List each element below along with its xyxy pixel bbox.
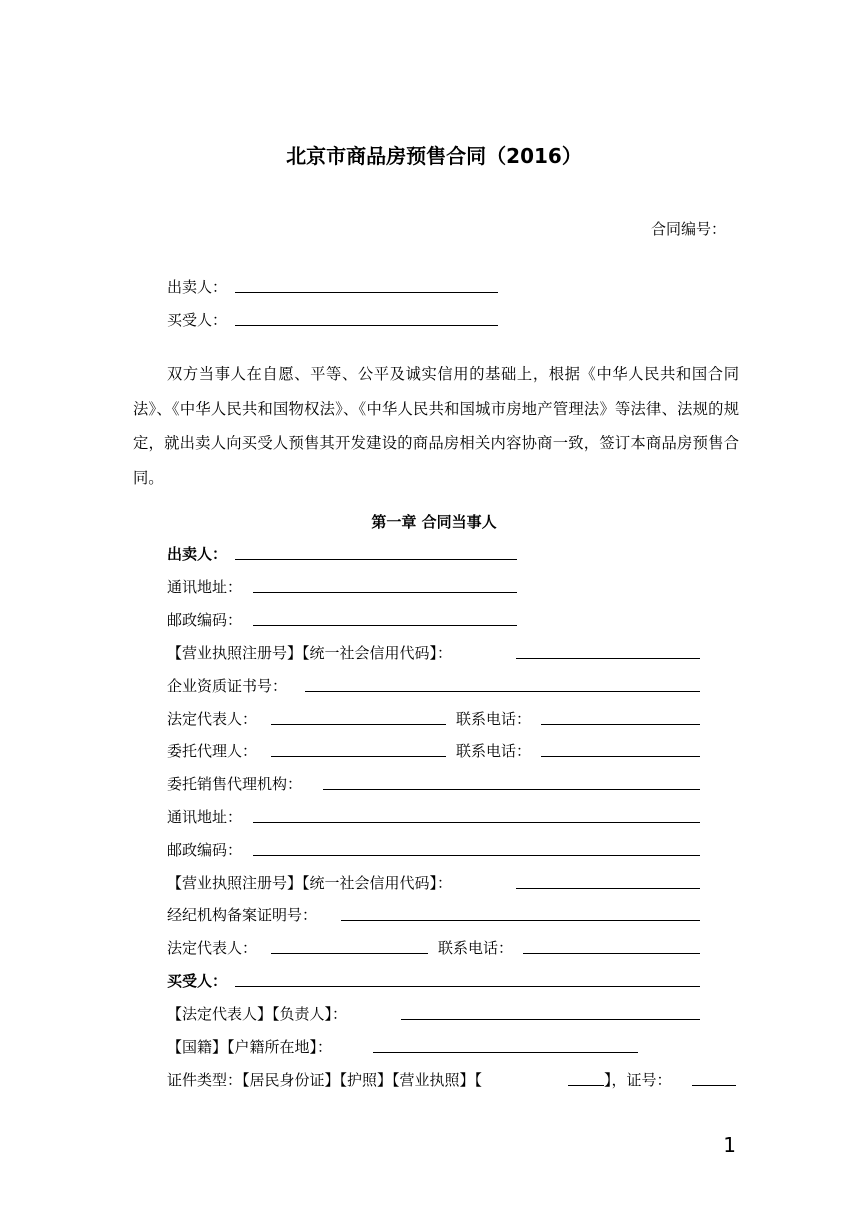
agency-legal-rep-field[interactable] (271, 953, 428, 954)
chapter-title: 第一章 合同当事人 (371, 513, 497, 531)
nationality-field[interactable] (373, 1052, 638, 1053)
seller-field[interactable] (235, 559, 517, 560)
legal-rep-phone-field[interactable] (541, 724, 700, 725)
document-title: 北京市商品房预售合同（2016） (286, 144, 582, 168)
contract-number-label: 合同编号： (651, 220, 727, 238)
agency-phone-field[interactable] (523, 953, 700, 954)
seller-postcode-label: 邮政编码： (167, 611, 243, 629)
agent-field[interactable] (271, 756, 446, 757)
buyer-field[interactable] (235, 986, 700, 987)
id-number-label: 】，证号： (604, 1071, 672, 1089)
id-type-label: 证件类型：【居民身份证】【护照】【营业执照】【 (167, 1071, 483, 1089)
seller-license-field[interactable] (516, 658, 700, 659)
seller-label: 出卖人： (167, 545, 228, 563)
agency-license-field[interactable] (516, 888, 700, 889)
seller-address-field[interactable] (253, 592, 517, 593)
qualification-label: 企业资质证书号： (167, 677, 288, 695)
page-number: 1 (723, 1133, 736, 1157)
id-type-other-field[interactable] (568, 1085, 604, 1086)
header-buyer-label: 买受人： (167, 311, 228, 329)
agency-legal-rep-label: 法定代表人： (167, 939, 258, 957)
agent-phone-field[interactable] (541, 756, 700, 757)
agency-phone-label: 联系电话： (438, 939, 514, 957)
buyer-rep-field[interactable] (401, 1019, 700, 1020)
seller-address-label: 通讯地址： (167, 578, 243, 596)
agency-postcode-label: 邮政编码： (167, 841, 243, 859)
header-seller-label: 出卖人： (167, 278, 228, 296)
broker-cert-field[interactable] (341, 920, 700, 921)
id-number-field[interactable] (692, 1085, 736, 1086)
seller-postcode-field[interactable] (253, 625, 517, 626)
header-buyer-field[interactable] (235, 325, 498, 326)
agency-address-field[interactable] (253, 822, 700, 823)
agency-postcode-field[interactable] (253, 855, 700, 856)
agent-label: 委托代理人： (167, 742, 258, 760)
agency-license-label: 【营业执照注册号】【统一社会信用代码】： (167, 874, 453, 892)
agency-address-label: 通讯地址： (167, 808, 243, 826)
agent-phone-label: 联系电话： (456, 742, 532, 760)
buyer-label: 买受人： (167, 972, 228, 990)
sales-agency-label: 委托销售代理机构： (167, 775, 303, 793)
legal-rep-field[interactable] (271, 724, 446, 725)
sales-agency-field[interactable] (323, 789, 700, 790)
buyer-rep-label: 【法定代表人】【负责人】： (167, 1005, 348, 1023)
seller-license-label: 【营业执照注册号】【统一社会信用代码】： (167, 644, 453, 662)
nationality-label: 【国籍】【户籍所在地】： (167, 1038, 333, 1056)
intro-paragraph: 双方当事人在自愿、平等、公平及诚实信用的基础上，根据《中华人民共和国合同法》、《中华人民共和国物权法》、《中华人民共和国城市房地产管理法》等法律、法规的规定，就出卖人向买受人预售其开发建设的商品房相关内容协商一致，签订本商品房预售合同。 (133, 365, 739, 487)
legal-rep-label: 法定代表人： (167, 710, 258, 728)
header-seller-field[interactable] (235, 292, 498, 293)
broker-cert-label: 经纪机构备案证明号： (167, 906, 318, 924)
qualification-field[interactable] (305, 691, 700, 692)
legal-rep-phone-label: 联系电话： (456, 710, 532, 728)
